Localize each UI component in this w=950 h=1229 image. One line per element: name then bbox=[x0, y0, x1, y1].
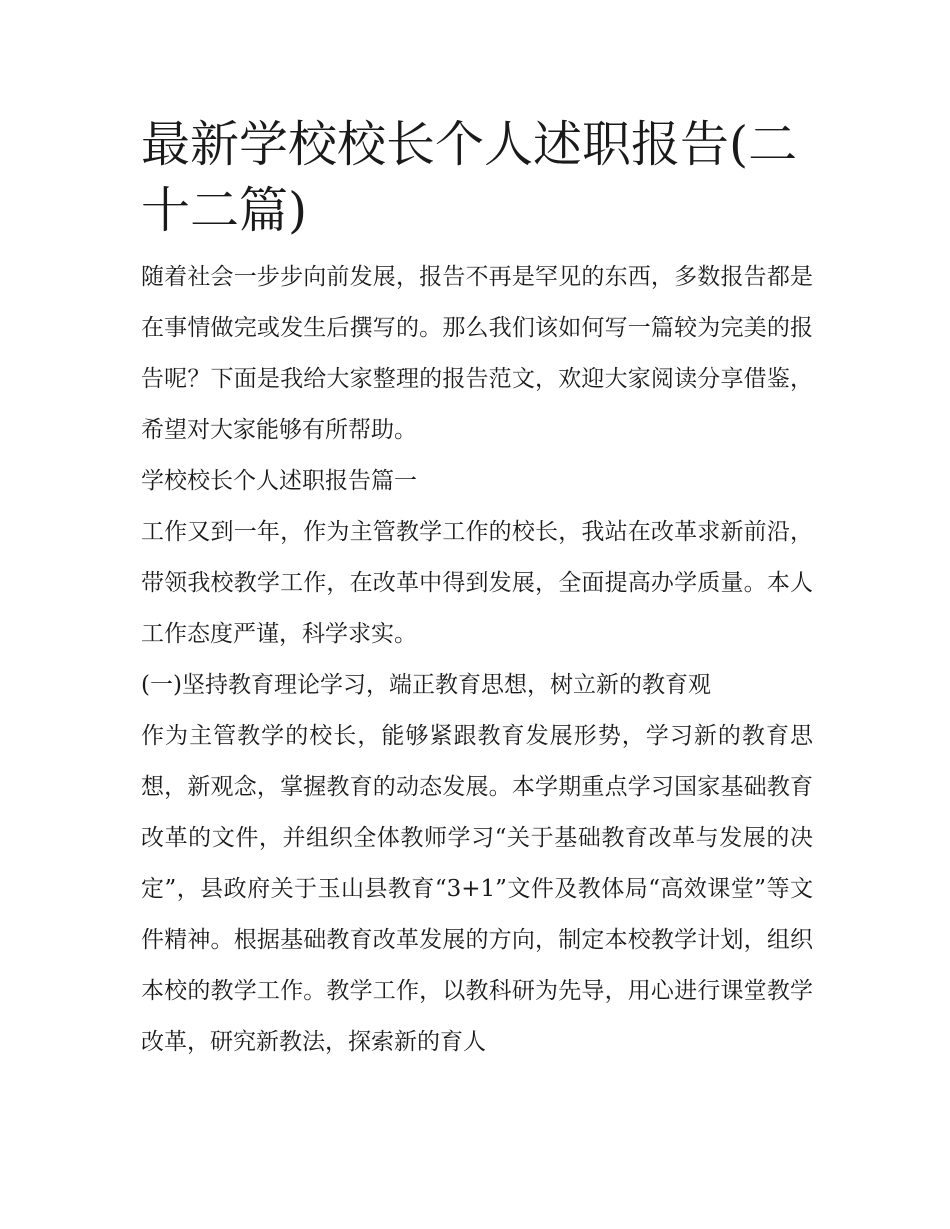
document-body bbox=[141, 112, 813, 1068]
subsection-heading: (一)坚持教育理论学习，端正教育思想，树立新的教育观 bbox=[141, 672, 711, 698]
intro-paragraph: 随着社会一步步向前发展，报告不再是罕见的东西，多数报告都是在事情做完或发生后撰写的。那么我们该如何写一篇较为完美的报告呢？下面是我给大家整理的报告范文，欢迎大家阅读分享借鉴，希望对大家能够有所帮助。 bbox=[141, 264, 813, 443]
document-title: 最新学校校长个人述职报告(二十二篇) bbox=[141, 116, 798, 239]
section-heading: 学校校长个人述职报告篇一 bbox=[141, 468, 417, 494]
body-paragraph: 作为主管教学的校长，能够紧跟教育发展形势，学习新的教育思想，新观念，掌握教育的动态发展。本学期重点学习国家基础教育改革的文件，并组织全体教师学习“关于基础教育改革与发展的决定”，县政府关于玉山县教育“3+1”文件及教体局“高效课堂”等文件精神。根据基础教育改革发展的方向，制定本校教学计划，组织本校的教学工作。教学工作，以教科研为先导，用心进行课堂教学改革，研究新教法，探索新的育人 bbox=[141, 723, 813, 1055]
body-paragraph: 工作又到一年，作为主管教学工作的校长，我站在改革求新前沿，带领我校教学工作，在改革中得到发展，全面提高办学质量。本人工作态度严谨，科学求实。 bbox=[141, 519, 813, 647]
